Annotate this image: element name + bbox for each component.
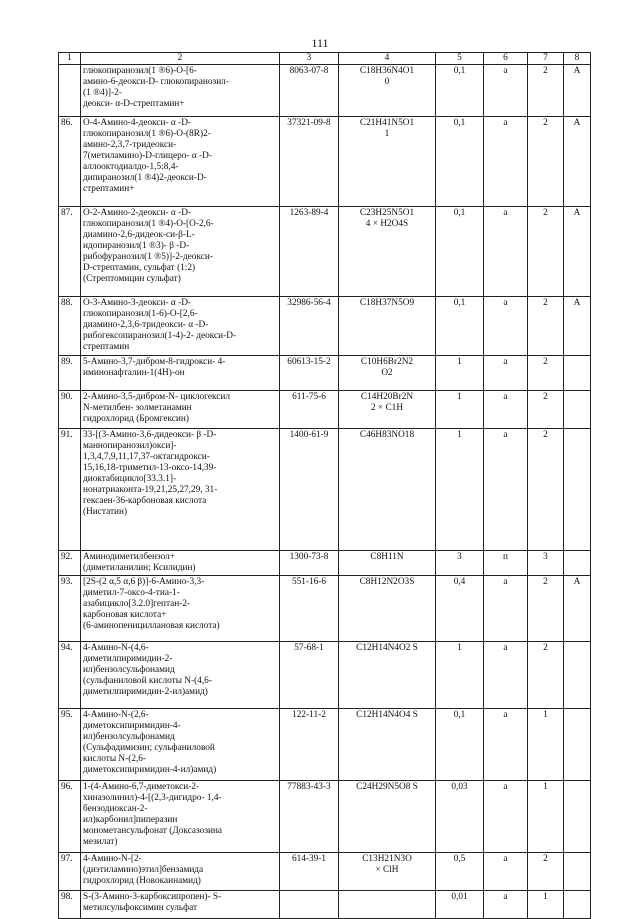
row-number: 95. — [59, 709, 81, 781]
row-number: 98. — [59, 891, 81, 919]
column-header: 5 — [436, 53, 484, 65]
cas-number: 37321-09-8 — [280, 117, 339, 207]
value-col-8: А — [564, 297, 591, 356]
formula-line: O2 — [381, 368, 393, 378]
substance-name — [81, 117, 280, 207]
value-col-8 — [564, 551, 591, 576]
column-header: 4 — [339, 53, 436, 65]
value-col-8 — [564, 709, 591, 781]
value-col-7: 2 — [528, 853, 564, 891]
cas-number: 57-68-1 — [280, 642, 339, 709]
substance-name-line: стрептамин — [83, 342, 130, 352]
substance-name-line: диметилпиримидин-2-ил)амид) — [83, 687, 208, 697]
substance-name-line: 1-(4-Амино-6,7-диметокси-2- — [83, 782, 200, 792]
formula-line: C23H25N5O1 — [359, 208, 415, 218]
table-row — [59, 356, 591, 391]
formula-line: × ClH — [375, 865, 399, 875]
column-header: 8 — [564, 53, 591, 65]
chemical-formula — [339, 391, 436, 429]
substance-name-line: бензодиоксан-2- — [83, 804, 148, 814]
value-col-7: 2 — [528, 576, 564, 642]
value-col-8: А — [564, 576, 591, 642]
chemical-formula — [339, 356, 436, 391]
substance-name-line: иминонафталин-1(4H)-он — [83, 368, 185, 378]
value-col-8: А — [564, 65, 591, 117]
value-col-5: 0,1 — [436, 117, 484, 207]
value-col-7: 2 — [528, 297, 564, 356]
value-col-5: 1 — [436, 391, 484, 429]
chemical-formula — [339, 297, 436, 356]
substance-name-line: 15,16,18-триметил-13-оксо-14,39- — [83, 463, 217, 473]
value-col-8 — [564, 391, 591, 429]
substance-name-line: ил)бензолсульфонамид — [83, 665, 175, 675]
value-col-7: 2 — [528, 642, 564, 709]
substance-name-line: Аминодиметилбензол+ — [83, 552, 176, 562]
formula-line: C14H20Br2N — [360, 392, 414, 402]
substance-name-line: диамино-2,6-дидеок-си-β-L- — [83, 230, 195, 240]
chemical-formula — [339, 709, 436, 781]
formula-line: C18H37N5O9 — [359, 298, 415, 308]
formula-line: C8H12N2O3S — [359, 577, 415, 587]
row-number: 89. — [59, 356, 81, 391]
chemical-formula — [339, 576, 436, 642]
value-col-5: 0,03 — [436, 781, 484, 853]
chemical-formula — [339, 429, 436, 551]
row-number: 90. — [59, 391, 81, 429]
substance-name-line: 7(метиламино)-D-глицеро- α -D- — [83, 151, 212, 161]
substance-name-line: амино-6-деокси-D- глюкопиранозил- — [83, 77, 229, 87]
row-number: 93. — [59, 576, 81, 642]
substance-name-line: 4-Амино-N-[2- — [83, 854, 142, 864]
formula-line: 2 × C1H — [370, 403, 404, 413]
substance-name-line: ил)карбонил]пиперазин — [83, 815, 178, 825]
value-col-5: 0,1 — [436, 207, 484, 297]
formula-line: C24H29N5O8 S — [356, 782, 418, 792]
chemical-formula — [339, 207, 436, 297]
formula-line: C13H21N3O — [362, 854, 412, 864]
substances-table — [58, 52, 591, 919]
substance-name-line: гексаен-36-карбоновая кислота — [83, 496, 207, 506]
value-col-6: а — [484, 65, 528, 117]
column-header: 1 — [59, 53, 81, 65]
row-number: 94. — [59, 642, 81, 709]
substance-name — [81, 356, 280, 391]
value-col-8 — [564, 356, 591, 391]
chemical-formula — [339, 117, 436, 207]
column-header: 2 — [81, 53, 280, 65]
value-col-5: 3 — [436, 551, 484, 576]
substance-name-line: амино-2,3,7-тридеокси- — [83, 140, 177, 150]
substance-name-line: 4-Амино-N-(2,6- — [83, 710, 149, 720]
value-col-5: 1 — [436, 429, 484, 551]
substance-name-line: монометансульфонат (Доксазозина — [83, 826, 223, 836]
substance-name-line: 4-Амино-N-(4,6- — [83, 643, 149, 653]
value-col-6: а — [484, 853, 528, 891]
formula-line: C21H41N5O1 — [359, 118, 415, 128]
value-col-7: 1 — [528, 709, 564, 781]
substance-name-line: (диметиланилин; Ксилидин) — [83, 563, 196, 573]
cas-number: 60613-15-2 — [280, 356, 339, 391]
value-col-5: 1 — [436, 356, 484, 391]
chemical-formula — [339, 65, 436, 117]
substance-name-line: диоктабицикло[33.3.1]- — [83, 474, 177, 484]
value-col-7: 2 — [528, 117, 564, 207]
value-col-5: 0,1 — [436, 65, 484, 117]
value-col-7: 2 — [528, 356, 564, 391]
substance-name-line: (Сульфадимизин; сульфаниловой — [83, 743, 215, 753]
table-row — [59, 642, 591, 709]
cas-number: 614-39-1 — [280, 853, 339, 891]
formula-line: C12H14N4O2 S — [356, 643, 418, 653]
substance-name-line: 1,3,4,7,9,11,17,37-октагидрокси- — [83, 452, 210, 462]
substance-name — [81, 297, 280, 356]
value-col-7: 1 — [528, 781, 564, 853]
substance-name-line: (диэтиламино)этил]бензамида — [83, 865, 204, 875]
row-number: 88. — [59, 297, 81, 356]
substance-name — [81, 391, 280, 429]
substance-name-line: глюкопиранозил(1 ®6)-О-(8R)2- — [83, 129, 211, 139]
row-number: 86. — [59, 117, 81, 207]
value-col-8: А — [564, 207, 591, 297]
substance-name-line: ил)бензолсульфонамид — [83, 732, 175, 742]
substance-name-line: (сульфаниловой кислоты N-(4,6- — [83, 676, 212, 686]
cas-number: 32986-56-4 — [280, 297, 339, 356]
substance-name-line: нонатриаконта-19,21,25,27,29, 31- — [83, 485, 218, 495]
substance-name-line: мезилат) — [83, 837, 118, 847]
value-col-7: 2 — [528, 65, 564, 117]
value-col-7: 2 — [528, 391, 564, 429]
chemical-formula — [339, 781, 436, 853]
value-col-6: п — [484, 551, 528, 576]
formula-line: C18H36N4O1 — [359, 66, 415, 76]
substance-name — [81, 551, 280, 576]
table-row — [59, 207, 591, 297]
table-row — [59, 297, 591, 356]
value-col-8 — [564, 429, 591, 551]
substance-name — [81, 642, 280, 709]
substance-name-line: гидрохлорид (Новокаинамид) — [83, 876, 201, 886]
substance-name-line: рибофуранозил(1 ®5)]-2-деокси- — [83, 252, 213, 262]
substance-name-line: (Нистатин) — [83, 507, 128, 517]
value-col-7: 3 — [528, 551, 564, 576]
value-col-7: 2 — [528, 429, 564, 551]
substance-name — [81, 576, 280, 642]
substance-name-line: рибогексопиранозил(1-4)-2- деокси-D- — [83, 331, 237, 341]
cas-number: 77883-43-3 — [280, 781, 339, 853]
substance-name-line: S-(3-Амино-3-карбоксипропен)- S- — [83, 892, 222, 902]
value-col-6: а — [484, 781, 528, 853]
substance-name-line: 33-[(3-Амино-3,6-дидеокси- β -D- — [83, 430, 217, 440]
value-col-6: а — [484, 207, 528, 297]
substance-name — [81, 853, 280, 891]
value-col-5: 0,5 — [436, 853, 484, 891]
value-col-6: а — [484, 429, 528, 551]
substance-name-line: аллооктодиалдо-1,5:8,4- — [83, 162, 179, 172]
substance-name-line: идопиранозил(1 ®3)- β -D- — [83, 241, 190, 251]
value-col-8 — [564, 781, 591, 853]
substance-name-line: глюкопиранозил(1-6)-О-[2,6- — [83, 309, 198, 319]
cas-number: 1300-73-8 — [280, 551, 339, 576]
value-col-6: а — [484, 709, 528, 781]
value-col-5: 0,1 — [436, 709, 484, 781]
chemical-formula — [339, 853, 436, 891]
value-col-6: а — [484, 391, 528, 429]
table-row — [59, 117, 591, 207]
value-col-6: а — [484, 297, 528, 356]
substance-name-line: диметоксипиримидин-4- — [83, 721, 181, 731]
substance-name-line: деокси- α-D-стрептамин+ — [83, 99, 185, 109]
table-row — [59, 709, 591, 781]
substance-name — [81, 709, 280, 781]
value-col-5: 0,4 — [436, 576, 484, 642]
substance-name-line: метилсульфоксимин сульфат — [83, 903, 198, 913]
table-row — [59, 551, 591, 576]
substance-name-line: маннопиранозил)окси]- — [83, 441, 177, 451]
substance-name-line: глюкопиранозил(1 ®6)-О-[6- — [83, 66, 197, 76]
formula-line: C12H14N4O4 S — [356, 710, 418, 720]
column-header-row — [59, 53, 591, 65]
value-col-6: а — [484, 117, 528, 207]
substance-name — [81, 65, 280, 117]
table-body — [59, 65, 591, 919]
column-header: 3 — [280, 53, 339, 65]
substance-name-line: диметоксипиримидин-4-ил)амид) — [83, 765, 217, 775]
substance-name-line: N-метилбен- золметанамин — [83, 403, 192, 413]
row-number: 96. — [59, 781, 81, 853]
table-row — [59, 853, 591, 891]
substance-name-line: гидрохлорид (Бромгексин) — [83, 414, 189, 424]
cas-number: 122-11-2 — [280, 709, 339, 781]
page-number: 111 — [311, 36, 329, 50]
substance-name — [81, 429, 280, 551]
substance-name-line: кислоты N-(2,6- — [83, 754, 147, 764]
substance-name-line: О-3-Амино-3-деокси- α -D- — [83, 298, 192, 308]
value-col-7: 2 — [528, 207, 564, 297]
substance-name — [81, 207, 280, 297]
row-number: 91. — [59, 429, 81, 551]
substance-name — [81, 781, 280, 853]
row-number: 97. — [59, 853, 81, 891]
value-col-7: 1 — [528, 891, 564, 919]
substance-name-line: 2-Амино-3,5-дибром-N- циклогексил — [83, 392, 231, 402]
substance-name-line: О-2-Амино-2-деокси- α -D- — [83, 208, 192, 218]
value-col-5: 1 — [436, 642, 484, 709]
cas-number: 551-16-6 — [280, 576, 339, 642]
substance-name-line: карбоновая кислота+ — [83, 610, 167, 620]
cas-number: 1263-89-4 — [280, 207, 339, 297]
row-number — [59, 65, 81, 117]
table-row — [59, 391, 591, 429]
substance-name-line: (6-аминопенициллановая кислота) — [83, 621, 220, 631]
chemical-formula — [339, 642, 436, 709]
row-number: 92. — [59, 551, 81, 576]
value-col-5: 0,1 — [436, 297, 484, 356]
substance-name-line: О-4-Амино-4-деокси- α -D- — [83, 118, 192, 128]
formula-line: C10H6Br2N2 — [360, 357, 414, 367]
substance-name-line: [2S-(2 α,5 α,6 β)]-6-Амино-3,3- — [83, 577, 205, 587]
substance-name-line: диметил-7-оксо-4-тиа-1- — [83, 588, 180, 598]
substance-name-line: азабицикло[3.2.0]гептан-2- — [83, 599, 191, 609]
formula-line: 4 × H2O4S — [365, 219, 409, 229]
value-col-6: а — [484, 356, 528, 391]
value-col-8: А — [564, 117, 591, 207]
formula-line: 1 — [384, 129, 390, 139]
substance-name-line: дипиранозил(1 ®4)2-деокси-D- — [83, 173, 207, 183]
substance-name-line: диамино-2,3,6-тридеокси- α -D- — [83, 320, 209, 330]
cas-number: 8063-07-8 — [280, 65, 339, 117]
value-col-6: а — [484, 891, 528, 919]
substance-name-line: глюкопиранозил(1 ®4)-О-[О-2,6- — [83, 219, 214, 229]
value-col-8 — [564, 853, 591, 891]
value-col-5: 0,01 — [436, 891, 484, 919]
cas-number: 611-75-6 — [280, 391, 339, 429]
table-row — [59, 429, 591, 551]
substance-name-line: (1 ®4)]-2- — [83, 88, 122, 98]
column-header: 7 — [528, 53, 564, 65]
substance-name-line: (Стрептомицин сульфат) — [83, 274, 181, 284]
row-number: 87. — [59, 207, 81, 297]
substance-name-line: стрептамин+ — [83, 184, 135, 194]
table-row — [59, 781, 591, 853]
value-col-6: а — [484, 642, 528, 709]
table-row — [59, 576, 591, 642]
value-col-8 — [564, 642, 591, 709]
formula-line: C8H11N — [370, 552, 404, 562]
column-header: 6 — [484, 53, 528, 65]
formula-line: C46H83NO18 — [359, 430, 415, 440]
table-row — [59, 65, 591, 117]
substance-name-line: хиназолинил)-4-[(2,3-дигидро- 1,4- — [83, 793, 222, 803]
formula-line: 0 — [384, 77, 390, 87]
substance-name-line: диметилпиримидин-2- — [83, 654, 173, 664]
value-col-6: а — [484, 576, 528, 642]
chemical-formula — [339, 551, 436, 576]
cas-number: 1400-61-9 — [280, 429, 339, 551]
substance-name-line: 5-Амино-3,7-дибром-8-гидрокси- 4- — [83, 357, 226, 367]
substance-name-line: D-стрептамин, сульфат (1:2) — [83, 263, 196, 273]
